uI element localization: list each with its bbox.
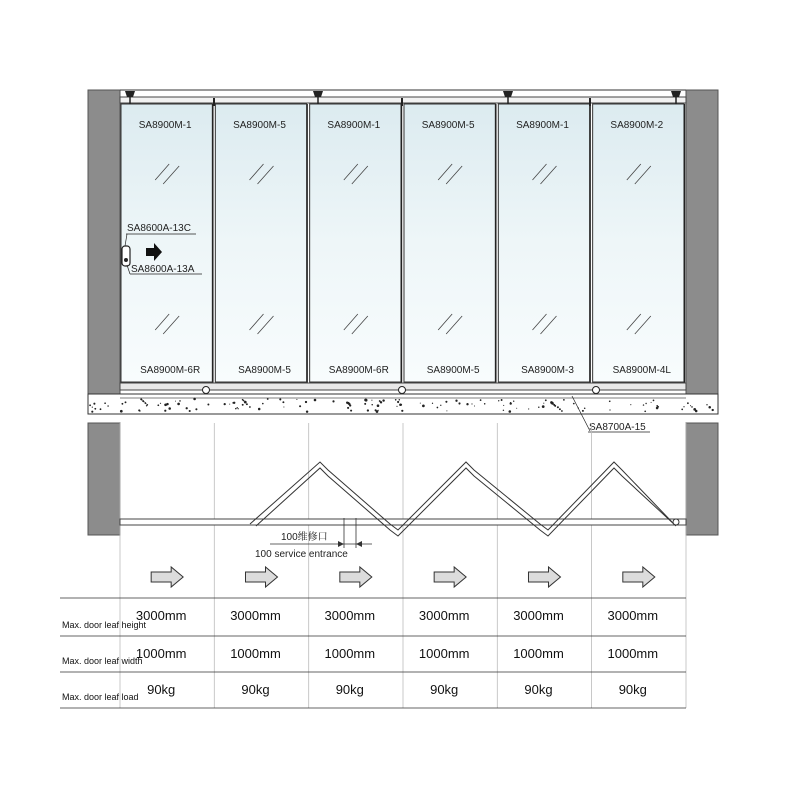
aggregate-speck bbox=[401, 410, 403, 412]
aggregate-speck bbox=[121, 403, 123, 405]
spec-table bbox=[60, 598, 686, 708]
spec-value: 90kg bbox=[618, 682, 647, 697]
spec-value: 3000mm bbox=[230, 608, 281, 623]
aggregate-speck bbox=[164, 410, 166, 412]
aggregate-speck bbox=[243, 400, 245, 402]
direction-arrow-icon bbox=[340, 567, 372, 587]
aggregate-speck bbox=[189, 410, 191, 412]
aggregate-speck bbox=[249, 406, 251, 408]
aggregate-speck bbox=[422, 405, 425, 408]
aggregate-speck bbox=[395, 399, 397, 401]
aggregate-speck bbox=[107, 405, 109, 407]
aggregate-speck bbox=[509, 410, 512, 413]
aggregate-speck bbox=[656, 407, 659, 410]
aggregate-speck bbox=[691, 406, 693, 408]
aggregate-speck bbox=[683, 406, 684, 407]
aggregate-speck bbox=[157, 404, 159, 406]
aggregate-speck bbox=[399, 399, 401, 401]
aggregate-speck bbox=[651, 402, 652, 403]
spec-value: 3000mm bbox=[513, 608, 564, 623]
aggregate-speck bbox=[378, 410, 379, 411]
aggregate-speck bbox=[503, 410, 504, 411]
aggregate-speck bbox=[681, 409, 683, 411]
spec-row-label: Max. door leaf load bbox=[62, 692, 139, 702]
aggregate-speck bbox=[246, 403, 248, 405]
spec-value: 1000mm bbox=[324, 646, 376, 661]
aggregate-speck bbox=[168, 407, 171, 410]
spec-value: 1000mm bbox=[607, 646, 659, 661]
aggregate-speck bbox=[125, 401, 127, 403]
aggregate-speck bbox=[445, 401, 447, 403]
aggregate-speck bbox=[139, 410, 140, 411]
aggregate-speck bbox=[712, 409, 714, 411]
aggregate-speck bbox=[693, 408, 696, 411]
aggregate-speck bbox=[400, 404, 402, 406]
aggregate-speck bbox=[160, 403, 161, 404]
direction-arrow-icon bbox=[434, 567, 466, 587]
aggregate-speck bbox=[484, 403, 486, 405]
aggregate-speck bbox=[455, 400, 457, 402]
aggregate-speck bbox=[480, 399, 482, 401]
service-label-cn: 100维修口 bbox=[281, 532, 328, 543]
aggregate-speck bbox=[420, 403, 421, 404]
glass-pane bbox=[498, 104, 589, 382]
handle bbox=[122, 246, 130, 266]
aggregate-speck bbox=[207, 404, 209, 406]
aggregate-speck bbox=[543, 403, 544, 404]
folded-leaves-inner bbox=[256, 468, 676, 536]
aggregate-speck bbox=[432, 403, 433, 404]
panel-top-label: SA8900M-1 bbox=[138, 120, 192, 131]
aggregate-speck bbox=[371, 400, 372, 401]
spec-value: 90kg bbox=[430, 682, 459, 697]
aggregate-speck bbox=[306, 410, 308, 412]
aggregate-speck bbox=[573, 403, 575, 405]
panel-top-label: SA8900M-1 bbox=[516, 120, 569, 131]
aggregate-speck bbox=[557, 406, 559, 408]
aggregate-speck bbox=[559, 408, 561, 410]
aggregate-speck bbox=[314, 399, 317, 402]
aggregate-speck bbox=[396, 406, 397, 407]
aggregate-speck bbox=[561, 410, 563, 412]
glass-pane bbox=[121, 104, 212, 382]
glass-panel bbox=[404, 104, 496, 383]
spec-value: 3000mm bbox=[607, 608, 659, 623]
aggregate-speck bbox=[175, 401, 176, 402]
panel-bottom-label: SA8900M-3 bbox=[521, 365, 574, 376]
spec-value: 3000mm bbox=[324, 608, 376, 623]
aggregate-speck bbox=[242, 404, 244, 406]
panel-top-label: SA8900M-1 bbox=[327, 120, 381, 131]
dim-arrow-left-icon bbox=[356, 541, 362, 547]
aggregate-speck bbox=[501, 399, 503, 401]
aggregate-speck bbox=[367, 409, 369, 411]
spec-row-label: Max. door leaf height bbox=[62, 620, 147, 630]
aggregate-speck bbox=[371, 404, 372, 405]
aggregate-speck bbox=[582, 410, 584, 412]
callout-handle-top: SA8600A-13C bbox=[127, 223, 191, 234]
aggregate-speck bbox=[440, 405, 441, 406]
aggregate-speck bbox=[179, 400, 181, 402]
aggregate-speck bbox=[100, 408, 102, 410]
aggregate-speck bbox=[235, 408, 237, 410]
aggregate-speck bbox=[93, 403, 95, 405]
aggregate-speck bbox=[146, 405, 147, 406]
aggregate-speck bbox=[279, 398, 281, 400]
aggregate-speck bbox=[89, 404, 91, 406]
aggregate-speck bbox=[471, 403, 472, 404]
aggregate-speck bbox=[229, 404, 230, 405]
pivot-icon bbox=[399, 387, 406, 394]
aggregate-speck bbox=[350, 410, 352, 412]
aggregate-speck bbox=[609, 400, 611, 402]
pivot-icon bbox=[203, 387, 210, 394]
aggregate-speck bbox=[653, 400, 655, 402]
aggregate-speck bbox=[332, 400, 334, 402]
aggregate-speck bbox=[397, 401, 399, 403]
panel-top-label: SA8900M-5 bbox=[421, 120, 475, 131]
aggregate-speck bbox=[177, 403, 180, 406]
direction-arrow-icon bbox=[623, 567, 655, 587]
panel-bottom-label: SA8900M-6R bbox=[328, 365, 389, 376]
aggregate-speck bbox=[193, 398, 196, 401]
glass-pane bbox=[404, 104, 495, 382]
handle-body bbox=[122, 246, 130, 266]
aggregate-speck bbox=[143, 401, 144, 402]
panel-top-label: SA8900M-5 bbox=[233, 120, 286, 131]
spec-value: 1000mm bbox=[418, 646, 470, 661]
callout-handle-bottom: SA8600A-13A bbox=[131, 264, 195, 275]
aggregate-speck bbox=[709, 407, 710, 408]
aggregate-speck bbox=[244, 401, 247, 404]
elevation-view bbox=[88, 90, 718, 433]
aggregate-speck bbox=[299, 405, 301, 407]
plan-view bbox=[88, 423, 718, 708]
aggregate-speck bbox=[538, 407, 539, 408]
aggregate-speck bbox=[232, 402, 234, 404]
aggregate-speck bbox=[446, 410, 447, 411]
aggregate-speck bbox=[563, 399, 565, 401]
end-pivot bbox=[673, 519, 679, 525]
aggregate-speck bbox=[513, 401, 514, 402]
aggregate-speck bbox=[644, 410, 646, 412]
aggregate-speck bbox=[305, 401, 307, 403]
aggregate-speck bbox=[224, 403, 226, 405]
aggregate-speck bbox=[364, 399, 367, 402]
aggregate-speck bbox=[690, 405, 691, 406]
aggregate-speck bbox=[510, 402, 512, 404]
aggregate-speck bbox=[94, 408, 96, 410]
aggregate-speck bbox=[630, 404, 631, 405]
spec-value: 3000mm bbox=[418, 608, 470, 623]
aggregate-speck bbox=[238, 408, 239, 409]
aggregate-speck bbox=[282, 401, 284, 403]
aggregate-speck bbox=[380, 401, 382, 403]
aggregate-speck bbox=[377, 404, 380, 407]
aggregate-speck bbox=[166, 403, 168, 405]
aggregate-speck bbox=[458, 402, 460, 404]
glass-panels bbox=[121, 104, 684, 383]
aggregate-speck bbox=[584, 407, 586, 409]
glass-panel bbox=[215, 104, 307, 383]
aggregate-speck bbox=[267, 398, 269, 400]
aggregate-speck bbox=[643, 404, 644, 405]
plan-track bbox=[120, 519, 686, 525]
spec-value: 90kg bbox=[147, 682, 176, 697]
glass-panel bbox=[121, 104, 213, 383]
direction-arrow-icon bbox=[528, 567, 560, 587]
aggregate-speck bbox=[104, 402, 106, 404]
callout-floor-track: SA8700A-15 bbox=[589, 422, 646, 433]
aggregate-speck bbox=[554, 405, 556, 407]
aggregate-speck bbox=[364, 403, 366, 405]
aggregate-speck bbox=[347, 407, 349, 409]
glass-panel bbox=[593, 104, 685, 383]
direction-arrow-icon bbox=[245, 567, 277, 587]
aggregate-speck bbox=[645, 403, 646, 404]
aggregate-speck bbox=[141, 399, 142, 400]
aggregate-speck bbox=[528, 408, 529, 409]
aggregate-speck bbox=[258, 408, 261, 411]
aggregate-speck bbox=[186, 407, 188, 409]
panel-bottom-label: SA8900M-5 bbox=[426, 365, 480, 376]
spec-value: 90kg bbox=[335, 682, 364, 697]
aggregate-speck bbox=[542, 405, 545, 408]
spec-row-label: Max. door leaf width bbox=[62, 656, 143, 666]
aggregate-speck bbox=[609, 409, 610, 410]
aggregate-speck bbox=[474, 405, 475, 406]
glass-panel bbox=[310, 104, 402, 383]
aggregate-speck bbox=[516, 408, 517, 409]
spec-value: 90kg bbox=[524, 682, 553, 697]
aggregate-speck bbox=[296, 399, 297, 400]
glass-panel bbox=[498, 104, 590, 383]
aggregate-speck bbox=[687, 402, 689, 404]
right-wall-plan bbox=[686, 423, 718, 535]
left-wall-plan bbox=[88, 423, 120, 535]
aggregate-speck bbox=[503, 405, 504, 406]
panel-bottom-label: SA8900M-6R bbox=[140, 365, 201, 376]
direction-arrow-icon bbox=[151, 567, 183, 587]
aggregate-speck bbox=[466, 403, 468, 405]
left-wall bbox=[88, 90, 120, 394]
pivot-icon bbox=[593, 387, 600, 394]
aggregate-speck bbox=[92, 407, 93, 408]
aggregate-speck bbox=[145, 403, 146, 404]
aggregate-speck bbox=[348, 403, 350, 405]
column-grid bbox=[120, 423, 686, 708]
aggregate-speck bbox=[283, 406, 284, 407]
aggregate-speck bbox=[120, 410, 123, 413]
spec-value: 1000mm bbox=[135, 646, 187, 661]
panel-top-label: SA8900M-2 bbox=[610, 120, 664, 131]
aggregate-speck bbox=[706, 404, 707, 405]
glass-pane bbox=[310, 104, 401, 382]
panel-bottom-label: SA8900M-4L bbox=[612, 365, 672, 376]
right-wall bbox=[686, 90, 718, 394]
handle-knob bbox=[124, 258, 128, 262]
dim-arrow-right-icon bbox=[338, 541, 344, 547]
spec-value: 90kg bbox=[241, 682, 270, 697]
aggregate-speck bbox=[437, 407, 439, 409]
spec-value: 3000mm bbox=[135, 608, 187, 623]
aggregate-speck bbox=[545, 399, 547, 401]
aggregate-speck bbox=[498, 400, 499, 401]
aggregate-speck bbox=[237, 407, 238, 408]
spec-value: 1000mm bbox=[230, 646, 281, 661]
aggregate-speck bbox=[91, 411, 93, 413]
panel-bottom-label: SA8900M-5 bbox=[238, 365, 291, 376]
service-label-en: 100 service entrance bbox=[255, 549, 348, 560]
spec-value: 1000mm bbox=[513, 646, 564, 661]
aggregate-speck bbox=[195, 408, 197, 410]
glass-pane bbox=[593, 104, 684, 382]
aggregate-speck bbox=[382, 399, 384, 401]
glass-pane bbox=[215, 104, 306, 382]
aggregate-speck bbox=[262, 403, 264, 405]
